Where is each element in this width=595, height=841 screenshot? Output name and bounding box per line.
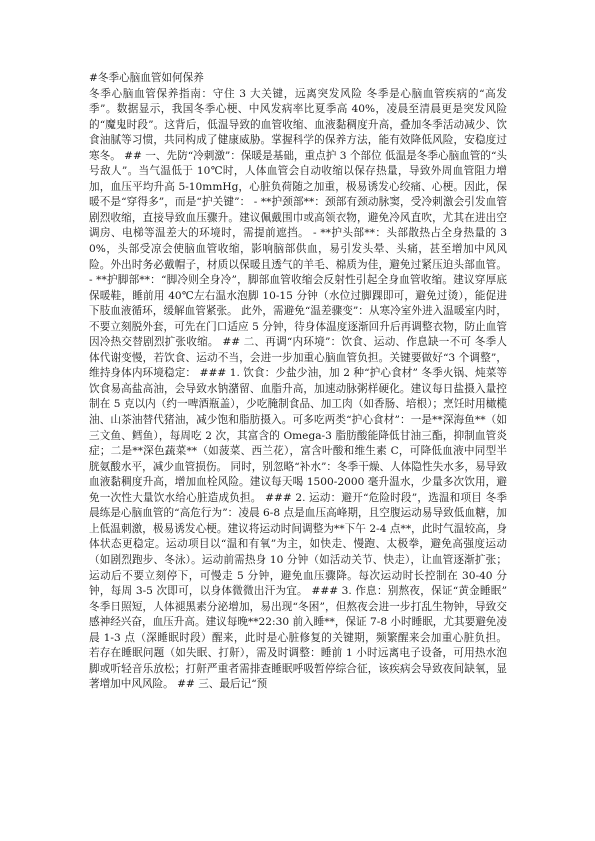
document-body: 冬季心脑血管保养指南：守住 3 大关键，远离突发风险 冬季是心脑血管疾病的“高发季”。数据显示，我国冬季心梗、中风发病率比夏季高 40%，凌晨至清晨更是突发风险的“魔鬼时段”。这背后，低温导致的血管收缩、血液黏稠度升高，叠加冬季活动减少、饮食油腻等习惯，共同构成了健康威胁。掌握科学的保养方法，能有效降低风险，安稳度过寒冬。 ## 一、先防“冷刺激”：保暖是基础，重点护 3 个部位 低温是冬季心脑血管的“头号敌人”。当气温低于 10℃时，人体血管会自动收缩以保存热量，导致外周血管阻力增加，血压平均升高 5-10mmHg，心脏负荷随之加重，极易诱发心绞痛、心梗。因此，保暖不是“穿得多”，而是“护关键”： - **护颈部**：颈部有颈动脉窦，受冷刺激会引发血管剧烈收缩，直接导致血压骤升。建议佩戴围巾或高领衣物，避免冷风直吹，尤其在进出空调房、电梯等温差大的环境时，需提前遮挡。 - **护头部**：头部散热占全身热量的 30%，头部受凉会使脑血管收缩，影响脑部供血，易引发头晕、头痛，甚至增加中风风险。外出时务必戴帽子，材质以保暖且透气的羊毛、棉质为佳，避免过紧压迫头部血管。 - **护脚部**：“脚冷则全身冷”，脚部血管收缩会反射性引起全身血管收缩。建议穿厚底保暖鞋，睡前用 40℃左右温水泡脚 10-15 分钟（水位过脚踝即可，避免过烫），能促进下肢血液循环，缓解血管紧张。 此外，需避免“温差骤变”：从寒冷室外进入温暖室内时，不要立刻脱外套，可先在门口适应 5 分钟，待身体温度逐渐回升后再调整衣物，防止血管因冷热交替剧烈扩张收缩。 ## 二、再调“内环境”：饮食、运动、作息缺一不可 冬季人体代谢变慢，若饮食、运动不当，会进一步加重心脑血管负担。关键要做好“3 个调整”，维持身体内环境稳定： ### 1. 饮食：少盐少油，加 2 种“护心食材” 冬季火锅、炖菜等饮食易高盐高油，会导致水钠潴留、血脂升高，加速动脉粥样硬化。建议每日盐摄入量控制在 5 克以内（约一啤酒瓶盖），少吃腌制食品、加工肉（如香肠、培根）；烹饪时用橄榄油、山茶油替代猪油，减少饱和脂肪摄入。可多吃两类“护心食材”：一是**深海鱼**（如三文鱼、鳕鱼），每周吃 2 次，其富含的 Omega-3 脂肪酸能降低甘油三酯，抑制血管炎症；二是**深色蔬菜**（如菠菜、西兰花），富含叶酸和维生素 C，可降低血液中同型半胱氨酸水平，减少血管损伤。 同时，别忽略“补水”：冬季干燥、人体隐性失水多，易导致血液黏稠度升高，增加血栓风险。建议每天喝 1500-2000 毫升温水，少量多次饮用，避免一次性大量饮水给心脏造成负担。 ### 2. 运动：避开“危险时段”，选温和项目 冬季晨练是心脑血管的“高危行为”：凌晨 6-8 点是血压高峰期，且空腹运动易导致低血糖，加上低温刺激，极易诱发心梗。建议将运动时间调整为**下午 2-4 点**，此时气温较高，身体状态更稳定。运动项目以“温和有氧”为主，如快走、慢跑、太极拳，避免高强度运动（如剧烈跑步、冬泳）。运动前需热身 10 分钟（如活动关节、快走），让血管逐渐扩张；运动后不要立刻停下，可慢走 5 分钟，避免血压骤降。每次运动时长控制在 30-40 分钟，每周 3-5 次即可，以身体微微出汗为宜。 ### 3. 作息：别熬夜，保证“黄金睡眠” 冬季日照短，人体褪黑素分泌增加，易出现“冬困”，但熬夜会进一步打乱生物钟，导致交感神经兴奋，血压升高。建议每晚**22:30 前入睡**，保证 7-8 小时睡眠，尤其要避免凌晨 1-3 点（深睡眠时段）醒来，此时是心脏修复的关键期，频繁醒来会加重心脏负担。 若存在睡眠问题（如失眠、打鼾），需及时调整：睡前 1 小时远离电子设备，可用热水泡脚或听轻音乐放松；打鼾严重者需排查睡眠呼吸暂停综合征，该疾病会导致夜间缺氧，显著增加中风风险。 ## 三、最后记“预 [89, 87, 507, 691]
document-content [89, 71, 507, 693]
document-title: #冬季心脑血管如何保养 [89, 72, 204, 84]
